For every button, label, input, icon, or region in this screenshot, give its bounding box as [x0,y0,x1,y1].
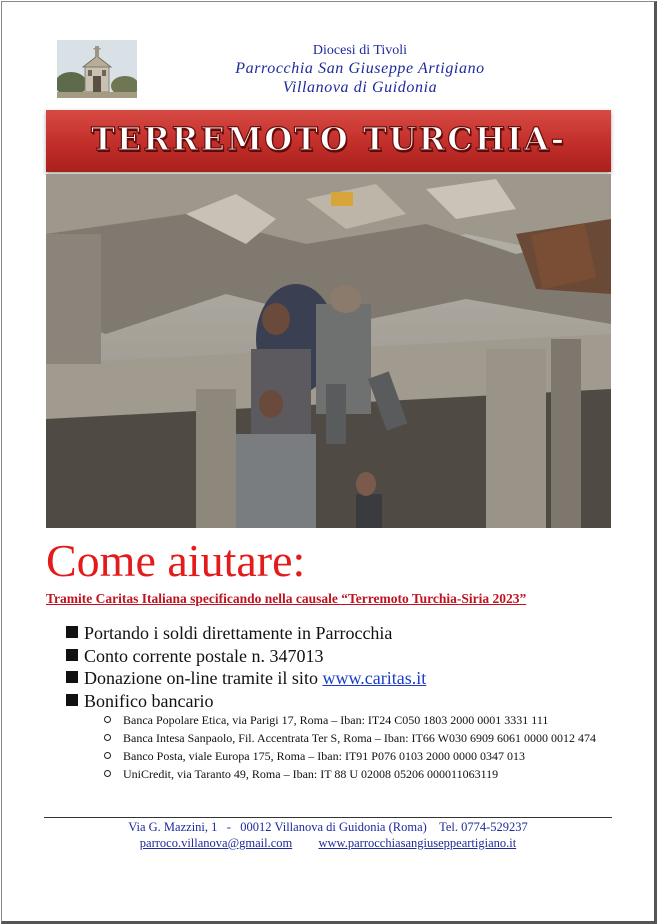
list-item: Donazione on-line tramite il sito www.caritas.it [66,667,626,690]
list-item: Conto corrente postale n. 347013 [66,645,626,668]
parish-header [160,42,560,97]
title-banner [46,110,611,172]
earthquake-photo [46,174,611,528]
church-logo [57,40,137,98]
footer-links [44,836,612,851]
square-bullet-icon [66,626,78,638]
footer [44,820,612,851]
square-bullet-icon [66,671,78,683]
parish-name: Parrocchia San Giuseppe Artigiano [235,60,485,77]
circle-bullet-icon [104,734,111,741]
parish-location: Villanova di Guidonia [282,79,438,96]
bank-account-item: UniCredit, via Taranto 49, Roma – Iban: IT 88 U 02008 05206 000011063119 [104,766,604,782]
footer-divider [44,817,612,818]
square-bullet-icon [66,694,78,706]
list-item: Bonifico bancario [66,690,626,713]
email-link[interactable]: parroco.villanova@gmail.com [139,836,293,850]
circle-bullet-icon [104,716,111,723]
bank-account-item: Banca Popolare Etica, via Parigi 17, Roma – Iban: IT24 C050 1803 2000 0001 3331 111 [104,712,604,728]
square-bullet-icon [66,649,78,661]
website-link[interactable]: www.parrocchiasangiuseppeartigiano.it [318,836,517,850]
help-options-list [66,622,626,712]
diocese-name: Diocesi di Tivoli [312,43,408,58]
caritas-subtitle: Tramite Caritas Italiana specificando nella causale “Terremoto Turchia-Siria 2023” [46,591,527,606]
circle-bullet-icon [104,752,111,759]
footer-address: Via G. Mazzini, 1 - 00012 Villanova di Guidonia (Roma) Tel. 0774-529237 [128,820,528,834]
banner-title: TERREMOTO TURCHIA- [91,120,566,158]
circle-bullet-icon [104,770,111,777]
caritas-link[interactable]: www.caritas.it [322,668,427,688]
main-heading: Come aiutare: [46,535,306,586]
list-item: Portando i soldi direttamente in Parrocchia [66,622,626,645]
bank-account-item: Banca Intesa Sanpaolo, Fil. Accentrata Ter S, Roma – Iban: IT66 W030 6909 6061 0000 0012 474 [104,730,604,746]
bank-accounts-list [104,712,604,784]
bank-account-item: Banco Posta, viale Europa 175, Roma – Iban: IT91 P076 0103 2000 0000 0347 013 [104,748,604,764]
